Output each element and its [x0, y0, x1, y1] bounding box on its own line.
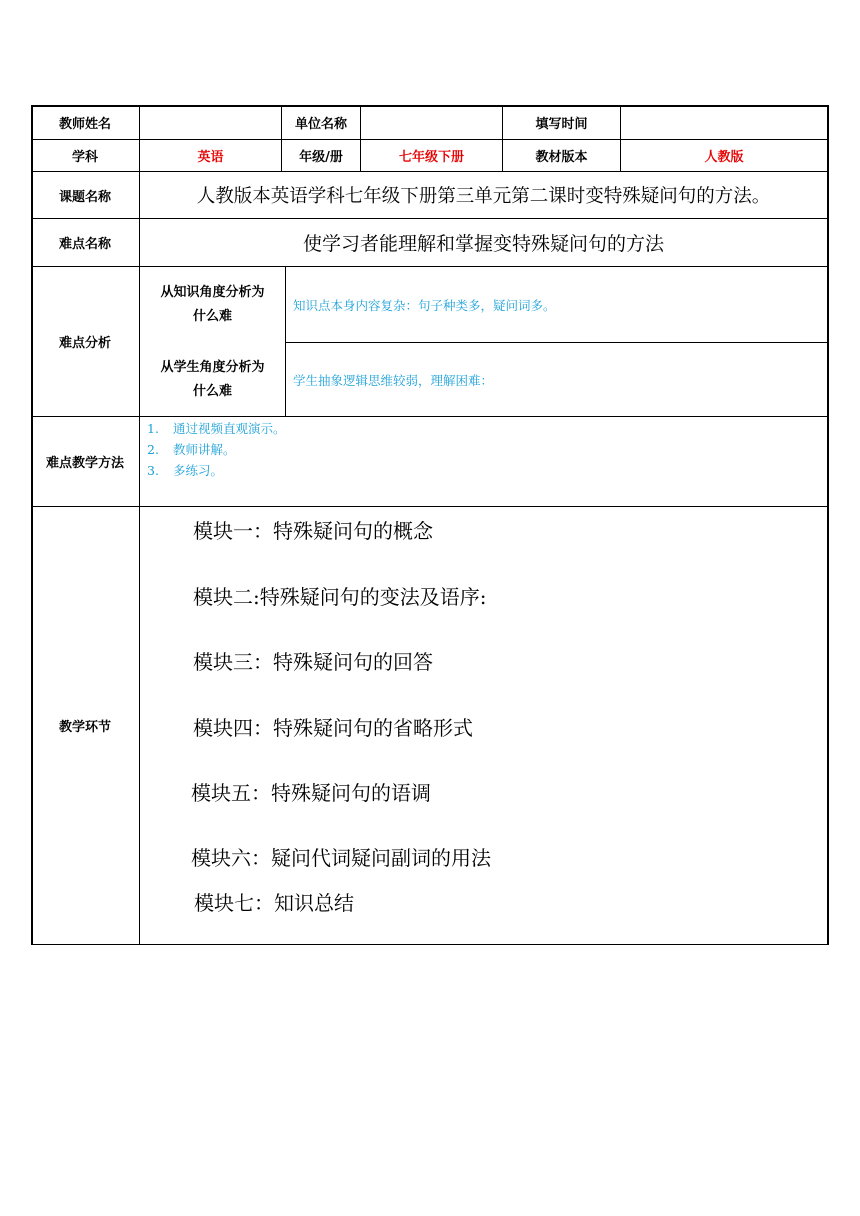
teacher-name-field[interactable]	[140, 105, 281, 139]
list-item: 2. 教师讲解。	[147, 442, 236, 457]
module-5: 模块五：特殊疑问句的语调	[191, 781, 431, 805]
student-angle-label	[140, 343, 285, 416]
module-3: 模块三：特殊疑问句的回答	[193, 650, 433, 674]
list-item: 1. 通过视频直观演示。	[147, 421, 286, 436]
topic-label: 课题名称	[58, 189, 111, 205]
edition-label: 教材版本	[535, 150, 588, 165]
module-7: 模块七：知识总结	[194, 891, 354, 915]
difficulty-value: 使学习者能理解和掌握变特殊疑问句的方法	[302, 233, 664, 255]
grade-value: 七年级下册	[398, 150, 464, 165]
subject-label: 学科	[71, 150, 98, 165]
knowledge-angle-label-line1: 从知识角度分析为	[160, 284, 265, 300]
difficulty-label: 难点名称	[58, 237, 111, 252]
list-item: 3. 多练习。	[147, 463, 224, 478]
module-1: 模块一：特殊疑问句的概念	[193, 519, 433, 543]
subject-value: 英语	[197, 150, 224, 165]
teaching-label: 教学环节	[58, 720, 111, 735]
knowledge-angle-value: 知识点本身内容复杂：句子种类多，疑问词多。	[293, 297, 556, 313]
lesson-plan-table	[31, 105, 829, 945]
knowledge-angle-label	[140, 267, 285, 342]
unit-name-label: 单位名称	[294, 116, 347, 132]
methods-list	[147, 418, 286, 481]
knowledge-angle-label-line2: 什么难	[192, 308, 232, 324]
grade-label: 年级/册	[299, 150, 343, 165]
module-6: 模块六：疑问代词疑问副词的用法	[191, 846, 491, 870]
fill-time-label: 填写时间	[535, 116, 588, 132]
module-2: 模块二:特殊疑问句的变法及语序:	[193, 585, 487, 609]
methods-label: 难点教学方法	[45, 456, 124, 471]
fill-time-field[interactable]	[621, 105, 827, 139]
student-angle-label-line2: 什么难	[192, 383, 232, 399]
topic-value: 人教版本英语学科七年级下册第三单元第二课时变特殊疑问句的方法。	[196, 186, 771, 207]
teacher-name-label: 教师姓名	[58, 116, 111, 132]
student-angle-value: 学生抽象逻辑思维较弱，理解困难：	[293, 372, 494, 388]
student-angle-label-line1: 从学生角度分析为	[160, 359, 265, 375]
edition-value: 人教版	[704, 150, 744, 165]
analysis-label: 难点分析	[58, 336, 111, 351]
unit-name-field[interactable]	[361, 105, 502, 139]
module-4: 模块四：特殊疑问句的省略形式	[193, 716, 473, 740]
